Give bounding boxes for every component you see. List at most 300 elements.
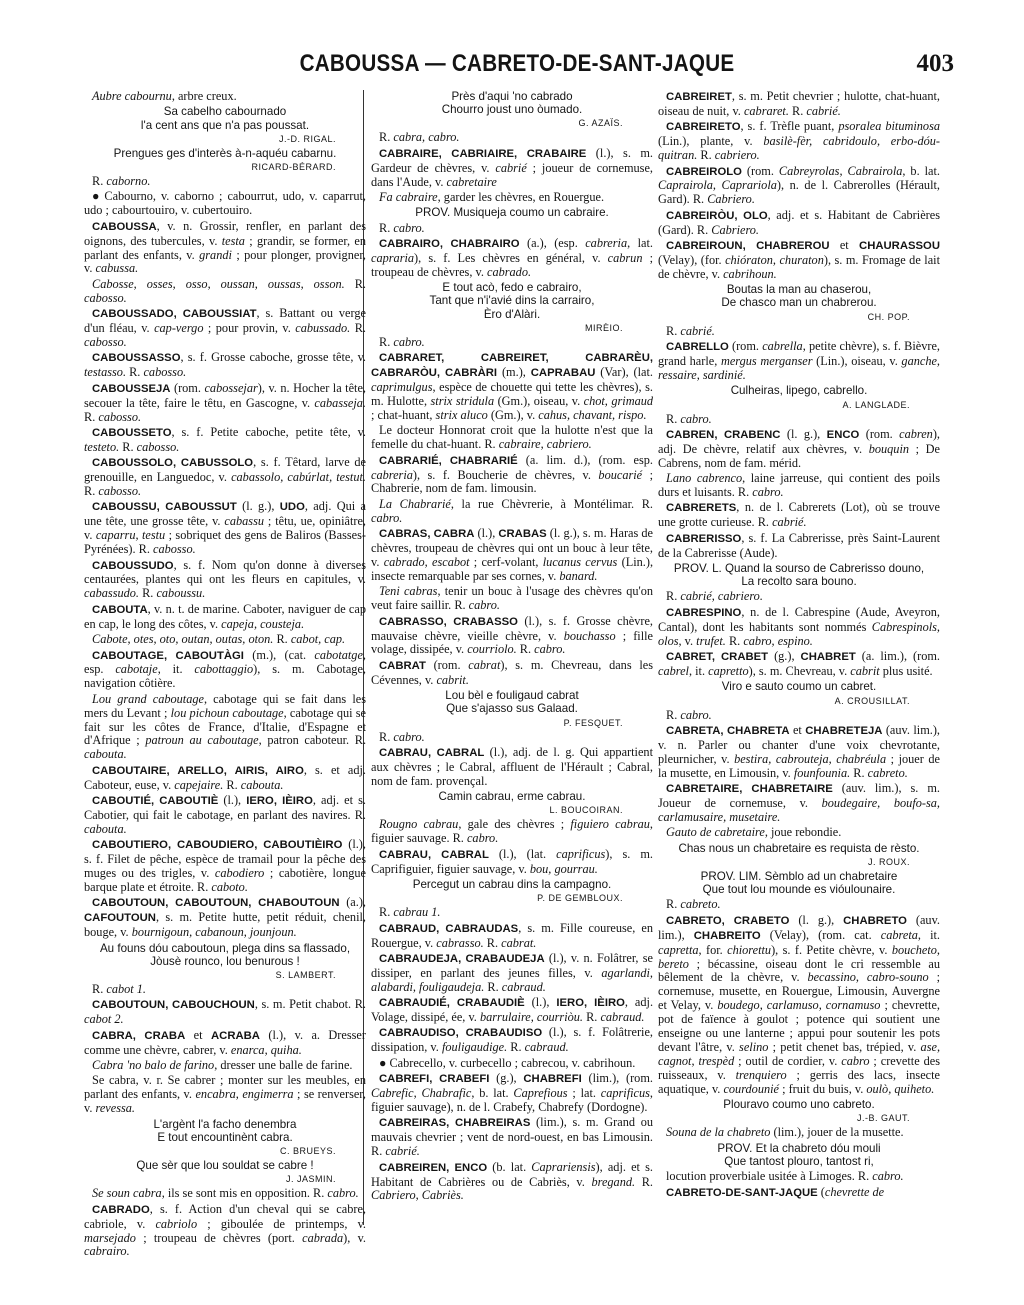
italic-text: cabro. bbox=[393, 729, 425, 744]
italic-text: cabro. bbox=[466, 831, 499, 846]
italic-text: cabosso. bbox=[84, 334, 127, 349]
italic-text: cabrié. bbox=[772, 515, 807, 530]
italic-text: cahus, chavant, rispo. bbox=[538, 407, 647, 422]
entry-text: ), n. de l. Cabrerolles (Hérault, Gard). R. bbox=[658, 178, 940, 207]
dictionary-entry bbox=[371, 848, 653, 877]
dictionary-entry bbox=[658, 472, 940, 500]
entry-text: R. bbox=[507, 1040, 525, 1055]
entry-text: (g.), bbox=[768, 649, 801, 664]
italic-text: cabreto. bbox=[867, 765, 908, 780]
verse-line: De chasco man un chabrerou. bbox=[721, 296, 877, 310]
verse-line: PROV. LIM. Sèmblo ad un chabretaire bbox=[700, 869, 898, 883]
headword: CABRARIÉ, CHABRARIÉ bbox=[379, 454, 518, 467]
italic-text: marsejado bbox=[84, 1230, 136, 1245]
verse-line: Que sèr que lou souldat se cabre ! bbox=[136, 1159, 314, 1173]
italic-text: cabosso. bbox=[84, 290, 127, 305]
entry-text: ), adj. De chèvre, relatif aux chèvres, v. bbox=[658, 426, 940, 456]
entry-text: (a. lim.), (rom. bbox=[855, 649, 940, 664]
italic-text: cabro. bbox=[468, 598, 500, 613]
entry-text: R. bbox=[379, 905, 394, 920]
quote-author: J. JASMIN. bbox=[285, 1174, 336, 1185]
entry-text: , v. bbox=[678, 633, 697, 648]
headword: CHABREITO bbox=[693, 929, 761, 942]
entry-text: ), s. f. Les chèvres en général, v. bbox=[414, 250, 608, 265]
dictionary-entry bbox=[658, 1186, 940, 1201]
dictionary-entry bbox=[84, 838, 366, 895]
headword: CABREIRETO bbox=[666, 121, 741, 134]
dictionary-entry bbox=[84, 998, 366, 1027]
entry-text: (l. g.), bbox=[780, 426, 827, 441]
italic-text: capretta bbox=[658, 942, 699, 957]
entry-text: , b. lat. bbox=[471, 1086, 514, 1101]
italic-text: strix stridula bbox=[430, 394, 495, 408]
entry-text: R. bbox=[484, 979, 502, 994]
dictionary-entry bbox=[84, 1029, 366, 1058]
quote-author: A. CROUSILLAT. bbox=[834, 695, 910, 706]
verse-line: Près d'aqui 'no cabrado bbox=[451, 90, 573, 103]
verse-line: Lou bèl e fouligaud cabrat bbox=[445, 689, 579, 703]
headword: CABOUTAIRE, ARELLO, AIRIS, AIRO bbox=[92, 764, 304, 777]
verse-line: l'a cent ans que n'a pas poussat. bbox=[140, 118, 310, 132]
entry-text: R. bbox=[223, 777, 241, 792]
entry-text: Le docteur Honnorat croit que la hulotte n'est que la femelle du chat-huant. R. bbox=[371, 423, 653, 452]
verse-quote bbox=[84, 942, 366, 968]
entry-text: , s. f. Grosse caboche, grosse tête, v. bbox=[180, 350, 366, 365]
entry-text: R. bbox=[379, 334, 394, 349]
italic-text: Cabrespinols, olos bbox=[658, 619, 940, 648]
entry-text: R. bbox=[273, 632, 291, 647]
headword: CABREIREN, ENCO bbox=[379, 1161, 488, 1174]
quote-author: RICARD-BÉRARD. bbox=[251, 162, 336, 173]
italic-text: patroun au caboutage bbox=[145, 733, 259, 748]
verse-quote bbox=[658, 680, 940, 693]
entry-text: R. bbox=[344, 276, 366, 291]
italic-text: chiorettu bbox=[727, 942, 772, 957]
dictionary-entry bbox=[658, 782, 940, 825]
entry-text: , s. Battant ou verge d'un fléau, v. bbox=[84, 306, 366, 336]
italic-text: barrulaire, courriòu. bbox=[479, 1010, 583, 1025]
italic-text: Cabote, otes, oto, outan, outas, oton. bbox=[92, 632, 274, 647]
verse-line: Que tantost plouro, tantost ri, bbox=[724, 1154, 874, 1168]
entry-text: R. bbox=[84, 409, 99, 424]
entry-text: (l. g.), s. m. Haras de chèvres, troupeau de chèvres qui ont un bouc à leur tête, v. bbox=[371, 526, 653, 569]
entry-text: , cabotage qui se fait sur les côtes de France, d'Italie, d'Espagne et d'Afrique ; bbox=[84, 705, 366, 748]
dictionary-entry bbox=[371, 731, 653, 745]
headword: CABRETAIRE, CHABRETAIRE bbox=[666, 783, 833, 796]
verse-quote bbox=[371, 281, 653, 321]
entry-text: R. bbox=[516, 642, 535, 657]
entry-text: , s. f. Trèfle puant, bbox=[740, 119, 839, 134]
headword: IERO, IÈIRO bbox=[246, 795, 313, 808]
entry-text: ), s. m. Fromage de lait de chèvre, v. bbox=[658, 252, 940, 281]
entry-text: ; chat-huant, bbox=[371, 407, 436, 422]
entry-text: , figuier sauvage. R. bbox=[371, 817, 653, 846]
entry-text: ; cornemuse, musette, en Rouergue, Limousin, Auvergne et Velay, v. bbox=[658, 970, 940, 1013]
dictionary-entry bbox=[658, 709, 940, 723]
quote-author: C. BRUEYS. bbox=[279, 1146, 336, 1157]
entry-text: (b. lat. bbox=[487, 1159, 532, 1174]
column-right bbox=[658, 90, 940, 1202]
dictionary-entry bbox=[658, 724, 940, 781]
entry-text: R. bbox=[635, 1174, 653, 1189]
verse-line: Sa cabelho cabournado bbox=[163, 105, 287, 119]
italic-text: cabrairo. bbox=[84, 1244, 130, 1259]
entry-text: (Velay), (for. bbox=[658, 252, 726, 267]
italic-text: testa bbox=[221, 233, 245, 248]
italic-text: cabrit. bbox=[436, 672, 469, 687]
entry-text: ; gerris des lacs, insecte aquatique, v. bbox=[658, 1067, 941, 1096]
italic-text: Caprefious bbox=[513, 1086, 568, 1101]
dictionary-entry bbox=[658, 1126, 940, 1140]
dictionary-entry bbox=[84, 633, 366, 647]
italic-text: cabot, cap. bbox=[290, 632, 346, 647]
dictionary-entry bbox=[658, 120, 940, 163]
italic-text: cabro. bbox=[327, 1186, 359, 1201]
column-middle bbox=[371, 90, 653, 1205]
entry-text: ; troupeau de chèvres, v. bbox=[371, 250, 653, 279]
dictionary-entry bbox=[84, 456, 366, 499]
italic-text: caprimulgus bbox=[371, 380, 433, 395]
italic-text: cabrat. bbox=[501, 935, 537, 950]
entry-text: R. bbox=[139, 586, 157, 601]
entry-text: plus usité. bbox=[879, 664, 933, 679]
verse-line: E tout encountinènt cabra. bbox=[157, 1130, 293, 1144]
verse-line: E tout acò, fedo e cabrairo, bbox=[442, 281, 582, 295]
italic-text: cabrié. bbox=[680, 323, 715, 338]
entry-text: (rom. bbox=[728, 339, 763, 354]
italic-text: cabossejar bbox=[204, 380, 258, 395]
dictionary-entry bbox=[371, 1116, 653, 1159]
italic-text: fouligaudige. bbox=[441, 1040, 508, 1055]
entry-text: , ils se sont mis en opposition. R. bbox=[161, 1186, 328, 1201]
dictionary-entry bbox=[84, 426, 366, 455]
entry-text: et bbox=[185, 1027, 211, 1042]
dictionary-entry bbox=[371, 952, 653, 995]
entry-text: ; chevrette, pot de faïence à goulot ; potence qui soutient une enseigne ou une lanterne ; appui pour soutenir les pots devant l'âtre, v. bbox=[658, 998, 940, 1054]
dictionary-entry bbox=[371, 615, 653, 658]
entry-text: ; crevette des ruisseaux, v. bbox=[658, 1053, 940, 1082]
verse-quote bbox=[371, 790, 653, 803]
dictionary-entry bbox=[84, 794, 366, 837]
italic-text: chot, grimaud bbox=[583, 394, 654, 408]
italic-text: founfounia. bbox=[793, 765, 851, 780]
dictionary-entry bbox=[84, 603, 366, 632]
verse-quote bbox=[84, 1159, 366, 1172]
headword: CHABRETO bbox=[843, 914, 907, 927]
dictionary-entry bbox=[658, 413, 940, 427]
headword: CABRERETS bbox=[666, 502, 737, 515]
entry-text: ), v. bbox=[343, 1230, 366, 1245]
headword: CABREIRET bbox=[666, 91, 732, 103]
dictionary-entry bbox=[658, 826, 940, 840]
italic-text: cabrado, escabot bbox=[383, 554, 470, 569]
verse-line: Percegut un cabrau dins la campagno. bbox=[412, 877, 612, 891]
dictionary-entry bbox=[371, 996, 653, 1025]
italic-text: cabro. bbox=[872, 1169, 904, 1184]
entry-text: ; fille volage, dissipée, v. bbox=[371, 628, 653, 657]
entry-text: , for. bbox=[698, 942, 728, 957]
entry-text: ), v. n. Hocher la tête, secouer la tête, faire le têtu, en Gascogne, v. bbox=[84, 380, 366, 410]
entry-text: , gale des chèvres ; bbox=[458, 817, 571, 832]
dictionary-entry bbox=[84, 278, 366, 306]
entry-text: (l.), s. f. Folâtrerie, dissipation, v. bbox=[371, 1025, 653, 1055]
italic-text: cabrun bbox=[607, 250, 643, 265]
verse-quote bbox=[84, 1118, 366, 1144]
entry-text: (g.), bbox=[489, 1071, 524, 1086]
dictionary-entry bbox=[371, 222, 653, 236]
italic-text: cabrella bbox=[762, 339, 803, 354]
headword: CABOUTOUN, CABOUCHOUN bbox=[92, 999, 255, 1012]
bullet-icon: ● bbox=[92, 189, 102, 204]
italic-text: cabraud. bbox=[600, 1010, 645, 1025]
entry-text: R. bbox=[379, 729, 394, 744]
entry-text: (a.), bbox=[339, 895, 367, 910]
entry-text: ; giboulée de printemps, v. bbox=[197, 1216, 366, 1231]
italic-text: cabosso. bbox=[143, 365, 187, 380]
entry-text: (l.), (lat. bbox=[488, 846, 557, 861]
entry-text: , lat. bbox=[627, 236, 653, 251]
verse-line: Boutas la man au chaserou, bbox=[726, 283, 872, 297]
dictionary-entry bbox=[658, 914, 940, 1097]
quote-author: J.-D. RIGAL. bbox=[278, 133, 336, 144]
italic-text: Cabra 'no balo de farino bbox=[92, 1058, 215, 1073]
entry-text: , adj. Volage, dissipé, ée, v. bbox=[371, 995, 654, 1025]
italic-text: cabrié bbox=[495, 160, 527, 175]
italic-text: trenquiero bbox=[735, 1067, 787, 1082]
italic-text: Aubre cabournu bbox=[92, 89, 172, 103]
dictionary-entry bbox=[84, 1074, 366, 1116]
verse-line: Plouravo coumo uno cabreto. bbox=[723, 1098, 875, 1112]
page-number: 403 bbox=[916, 50, 954, 77]
entry-text: R. bbox=[483, 935, 502, 950]
italic-text: cap-vergo bbox=[154, 321, 204, 336]
verse-quote bbox=[84, 105, 366, 131]
dictionary-entry bbox=[658, 590, 940, 604]
italic-text: Souna de la chabreto bbox=[666, 1125, 771, 1140]
entry-text: ), s. m. Chevreau, v. bbox=[748, 664, 851, 679]
entry-text: (lim.), (rom. bbox=[581, 1071, 653, 1086]
headword: CABRESPINO bbox=[666, 606, 742, 619]
headword: CHABREFI bbox=[523, 1073, 582, 1086]
italic-text: cabussa. bbox=[95, 261, 139, 276]
verse-line: L'argènt l'a facho denembra bbox=[153, 1117, 297, 1131]
entry-text: (l.), s. f. Filet de pêche, espèce de tramail pour la pêche des muges ou des trigles, v. bbox=[84, 837, 366, 881]
entry-text: ; têtu, ue, opiniâtre, v. bbox=[84, 514, 366, 543]
entry-text: R. bbox=[666, 707, 681, 722]
italic-text: grandi bbox=[199, 247, 232, 262]
italic-text: cabotatge bbox=[314, 647, 363, 662]
dictionary-entry bbox=[84, 983, 366, 997]
entry-text: R. bbox=[850, 765, 868, 780]
dictionary-entry bbox=[371, 237, 653, 280]
entry-text: , it. bbox=[688, 664, 709, 679]
headword: CABRAUDISO, CRABAUDISO bbox=[379, 1027, 543, 1040]
entry-text: (rom. bbox=[425, 657, 469, 672]
entry-text: (auv. lim.), s. m. Joueur de cornemuse, v. bbox=[658, 781, 940, 811]
entry-text: , s. f. Action d'un cheval qui se cabre, cabriole, v. bbox=[84, 1201, 366, 1231]
entry-text: , n. de l. Cabrespine (Aude, Aveyron, Cantal), dont les habitants sont nommés bbox=[658, 604, 940, 634]
dictionary-entry bbox=[84, 220, 366, 277]
entry-text: R. bbox=[379, 220, 394, 235]
dictionary-entry bbox=[658, 1170, 940, 1184]
headword: CHABRET bbox=[800, 651, 856, 664]
entry-text: ; cerf-volant, bbox=[469, 554, 543, 569]
entry-text: , s. f. La Cabrerisse, près Saint-Laurent de la Cabrerisse (Aude). bbox=[658, 530, 940, 560]
entry-text: , v. n. t. de marine. Caboter, naviguer de cap en cap, le long des côtes, v. bbox=[84, 601, 366, 631]
entry-text: locution proverbiale usitée à Limoges. R. bbox=[666, 1169, 873, 1184]
headword: CABOUSSEJA bbox=[92, 382, 171, 395]
entry-text: , s. m. Petit chabot. R. bbox=[254, 997, 366, 1012]
italic-text: selino bbox=[739, 1039, 769, 1054]
italic-text: Fa cabraire bbox=[379, 190, 438, 205]
italic-text: cabrié. bbox=[385, 1144, 420, 1159]
dictionary-entry bbox=[371, 922, 653, 951]
verse-quote bbox=[371, 878, 653, 891]
italic-text: cabrada bbox=[302, 1230, 344, 1245]
dictionary-entry bbox=[84, 1187, 366, 1201]
italic-text: cabosso. bbox=[136, 439, 180, 454]
italic-text: cabro. bbox=[371, 510, 403, 525]
entry-text: (rom. bbox=[741, 163, 779, 178]
entry-text: ), s. f. Petite chèvre, v. bbox=[771, 942, 892, 957]
entry-text: (rom. bbox=[170, 380, 205, 395]
italic-text: cabot 1. bbox=[106, 982, 146, 997]
headword: CABRAT bbox=[379, 659, 426, 672]
italic-text: chevrette de bbox=[824, 1184, 885, 1199]
dictionary-entry bbox=[371, 191, 653, 205]
italic-text: capraria bbox=[371, 250, 415, 265]
entry-text: R. bbox=[92, 174, 107, 189]
entry-text: et bbox=[789, 723, 806, 738]
headword: CABREIROLO bbox=[666, 165, 742, 178]
italic-text: caprificus bbox=[556, 846, 606, 861]
entry-text: (lim.), s. m. Grand ou mauvais chevrier ; vent de nord-ouest, en bas Limousin. R. bbox=[371, 1115, 653, 1159]
entry-text: (l.), adj. de l. g. Qui appartient aux chèvres ; le Cabral, affluent de l'Hérault ; Cabral, nom de fam. provençal. bbox=[371, 744, 653, 788]
entry-text: ), s. m. Chevreau, dans les Cévennes, v. bbox=[371, 657, 653, 687]
italic-text: caprificus bbox=[600, 1086, 650, 1101]
verse-line: Que tout lou mounde es vióulounaire. bbox=[702, 883, 896, 897]
headword: CABOUSSUDO bbox=[92, 559, 174, 572]
italic-text: lucanus cervus bbox=[542, 554, 618, 569]
verse-line: Culheiras, lipego, cabrello. bbox=[730, 384, 868, 398]
italic-text: capejaire. bbox=[174, 777, 224, 792]
italic-text: cabren bbox=[899, 426, 933, 441]
entry-text: R. bbox=[583, 1010, 601, 1025]
dictionary-entry bbox=[658, 239, 940, 282]
headword: CHABRETEJA bbox=[805, 725, 883, 738]
italic-text: oulò, quiheto. bbox=[866, 1081, 935, 1096]
dictionary-entry bbox=[84, 90, 366, 104]
italic-text: capretto bbox=[708, 664, 749, 679]
entry-text: , patron caboteur. R. bbox=[258, 733, 367, 748]
italic-text: revessa. bbox=[95, 1101, 135, 1116]
entry-text: (auv. lim.), v. n. Parler ou chanter d'une voix chevrotante, pleurnicher, v. bbox=[658, 723, 941, 766]
entry-text: (Var), (lat. bbox=[595, 365, 653, 380]
entry-text: (Lin.), plante, v. bbox=[658, 134, 764, 149]
verse-line: Viro e sauto coumo un cabret. bbox=[721, 680, 877, 694]
italic-text: cabrihoun. bbox=[723, 266, 777, 281]
verse-line: PROV. Et la chabreto dóu mouli bbox=[717, 1141, 881, 1155]
headword: CABOUSSA bbox=[92, 220, 157, 233]
italic-text: cabussado. bbox=[295, 321, 351, 336]
verse-line: Au founs dóu caboutoun, plega dins sa flassado, bbox=[99, 941, 351, 955]
entry-text: , s. m. Petite hutte, petit réduit, chenil, bouge, v. bbox=[84, 910, 366, 940]
italic-text: cabrié, cabriero. bbox=[680, 589, 763, 604]
dictionary-entry bbox=[84, 559, 366, 602]
headword: CABRETO, CRABETO bbox=[666, 914, 790, 927]
italic-text: Cabriero. bbox=[711, 222, 759, 237]
entry-text: ; joueur de cornemuse, dans l'Aude, v. bbox=[371, 160, 653, 189]
italic-text: Cabriero, Cabriès. bbox=[371, 1188, 464, 1203]
entry-text: , la rue Chèvrerie, à Montélimar. R. bbox=[450, 496, 653, 511]
entry-text: (Gm.), oiseau, v. bbox=[494, 394, 584, 408]
verse-line: Èro d'Alàri. bbox=[483, 307, 541, 321]
italic-text: cabrit bbox=[850, 664, 880, 679]
italic-text: cabraire, cabriero. bbox=[498, 437, 592, 452]
headword: CHAURASSOU bbox=[859, 240, 940, 253]
italic-text: cabodiero bbox=[214, 866, 265, 881]
entry-text: , it. bbox=[157, 662, 195, 677]
italic-text: agarlandi, alabardi, fouligaudeja. bbox=[371, 965, 653, 994]
dictionary-entry bbox=[658, 650, 940, 679]
headword: CABRADO bbox=[92, 1203, 150, 1216]
dictionary-entry bbox=[371, 585, 653, 613]
italic-text: cabot 2. bbox=[84, 1012, 124, 1027]
verse-quote bbox=[371, 689, 653, 715]
italic-text: Lano cabrenco bbox=[666, 471, 743, 486]
entry-text: R. bbox=[725, 633, 744, 648]
dictionary-entry bbox=[658, 428, 940, 471]
italic-text: cabraud. bbox=[524, 1040, 569, 1055]
dictionary-entry bbox=[658, 532, 940, 561]
italic-text: cabrado. bbox=[486, 264, 532, 279]
dictionary-entry bbox=[658, 165, 940, 208]
dictionary-entry bbox=[371, 1161, 653, 1204]
italic-text: Teni cabras bbox=[379, 584, 438, 599]
dictionary-entry bbox=[84, 500, 366, 557]
headword: CABRERISSO bbox=[666, 532, 742, 545]
dictionary-entry bbox=[658, 606, 940, 649]
dictionary-entry bbox=[371, 454, 653, 497]
entry-text: R. bbox=[666, 589, 681, 604]
italic-text: enarca, quiha. bbox=[230, 1042, 302, 1057]
entry-text: ; sobriquet des gens de Baliros (Basses-Pyrénées). R. bbox=[84, 528, 366, 557]
headword: CABOUSSADO, CABOUSSIAT bbox=[92, 308, 257, 321]
italic-text: cabosso. bbox=[98, 484, 142, 499]
entry-text: R. bbox=[666, 323, 681, 338]
entry-text: ; lat. bbox=[567, 1086, 601, 1101]
italic-text: Caprariensis bbox=[531, 1159, 596, 1174]
italic-text: cabrié. bbox=[806, 103, 841, 118]
headword: ENCO bbox=[826, 428, 860, 441]
dictionary-entry bbox=[84, 764, 366, 793]
dictionary-entry bbox=[658, 501, 940, 530]
verse-line: Chas nous un chabretaire es requista de rèsto. bbox=[678, 841, 920, 855]
entry-text: (rom. bbox=[859, 426, 900, 441]
italic-text: Cabosse, osses, osso, oussan, oussas, osson. bbox=[92, 276, 345, 291]
entry-text: R. bbox=[697, 148, 715, 163]
entry-text: , s. et adj. Caboteur, euse, v. bbox=[84, 762, 366, 792]
dictionary-entry bbox=[84, 175, 366, 189]
headword: CABRA, CRABA bbox=[92, 1029, 186, 1042]
headword: CABRAUDIÉ, CRABAUDIÈ bbox=[379, 997, 525, 1010]
headword: CABRASSO, CRABASSO bbox=[379, 615, 518, 628]
entry-text: ; De Cabrens, nom de fam. mérid. bbox=[658, 441, 940, 470]
verse-quote bbox=[658, 1098, 940, 1111]
entry-text: ; petit chenet bas, trépied, v. bbox=[768, 1039, 921, 1054]
headword: UDO bbox=[279, 501, 305, 514]
headword: CABRAUD, CABRAUDAS bbox=[379, 922, 519, 935]
